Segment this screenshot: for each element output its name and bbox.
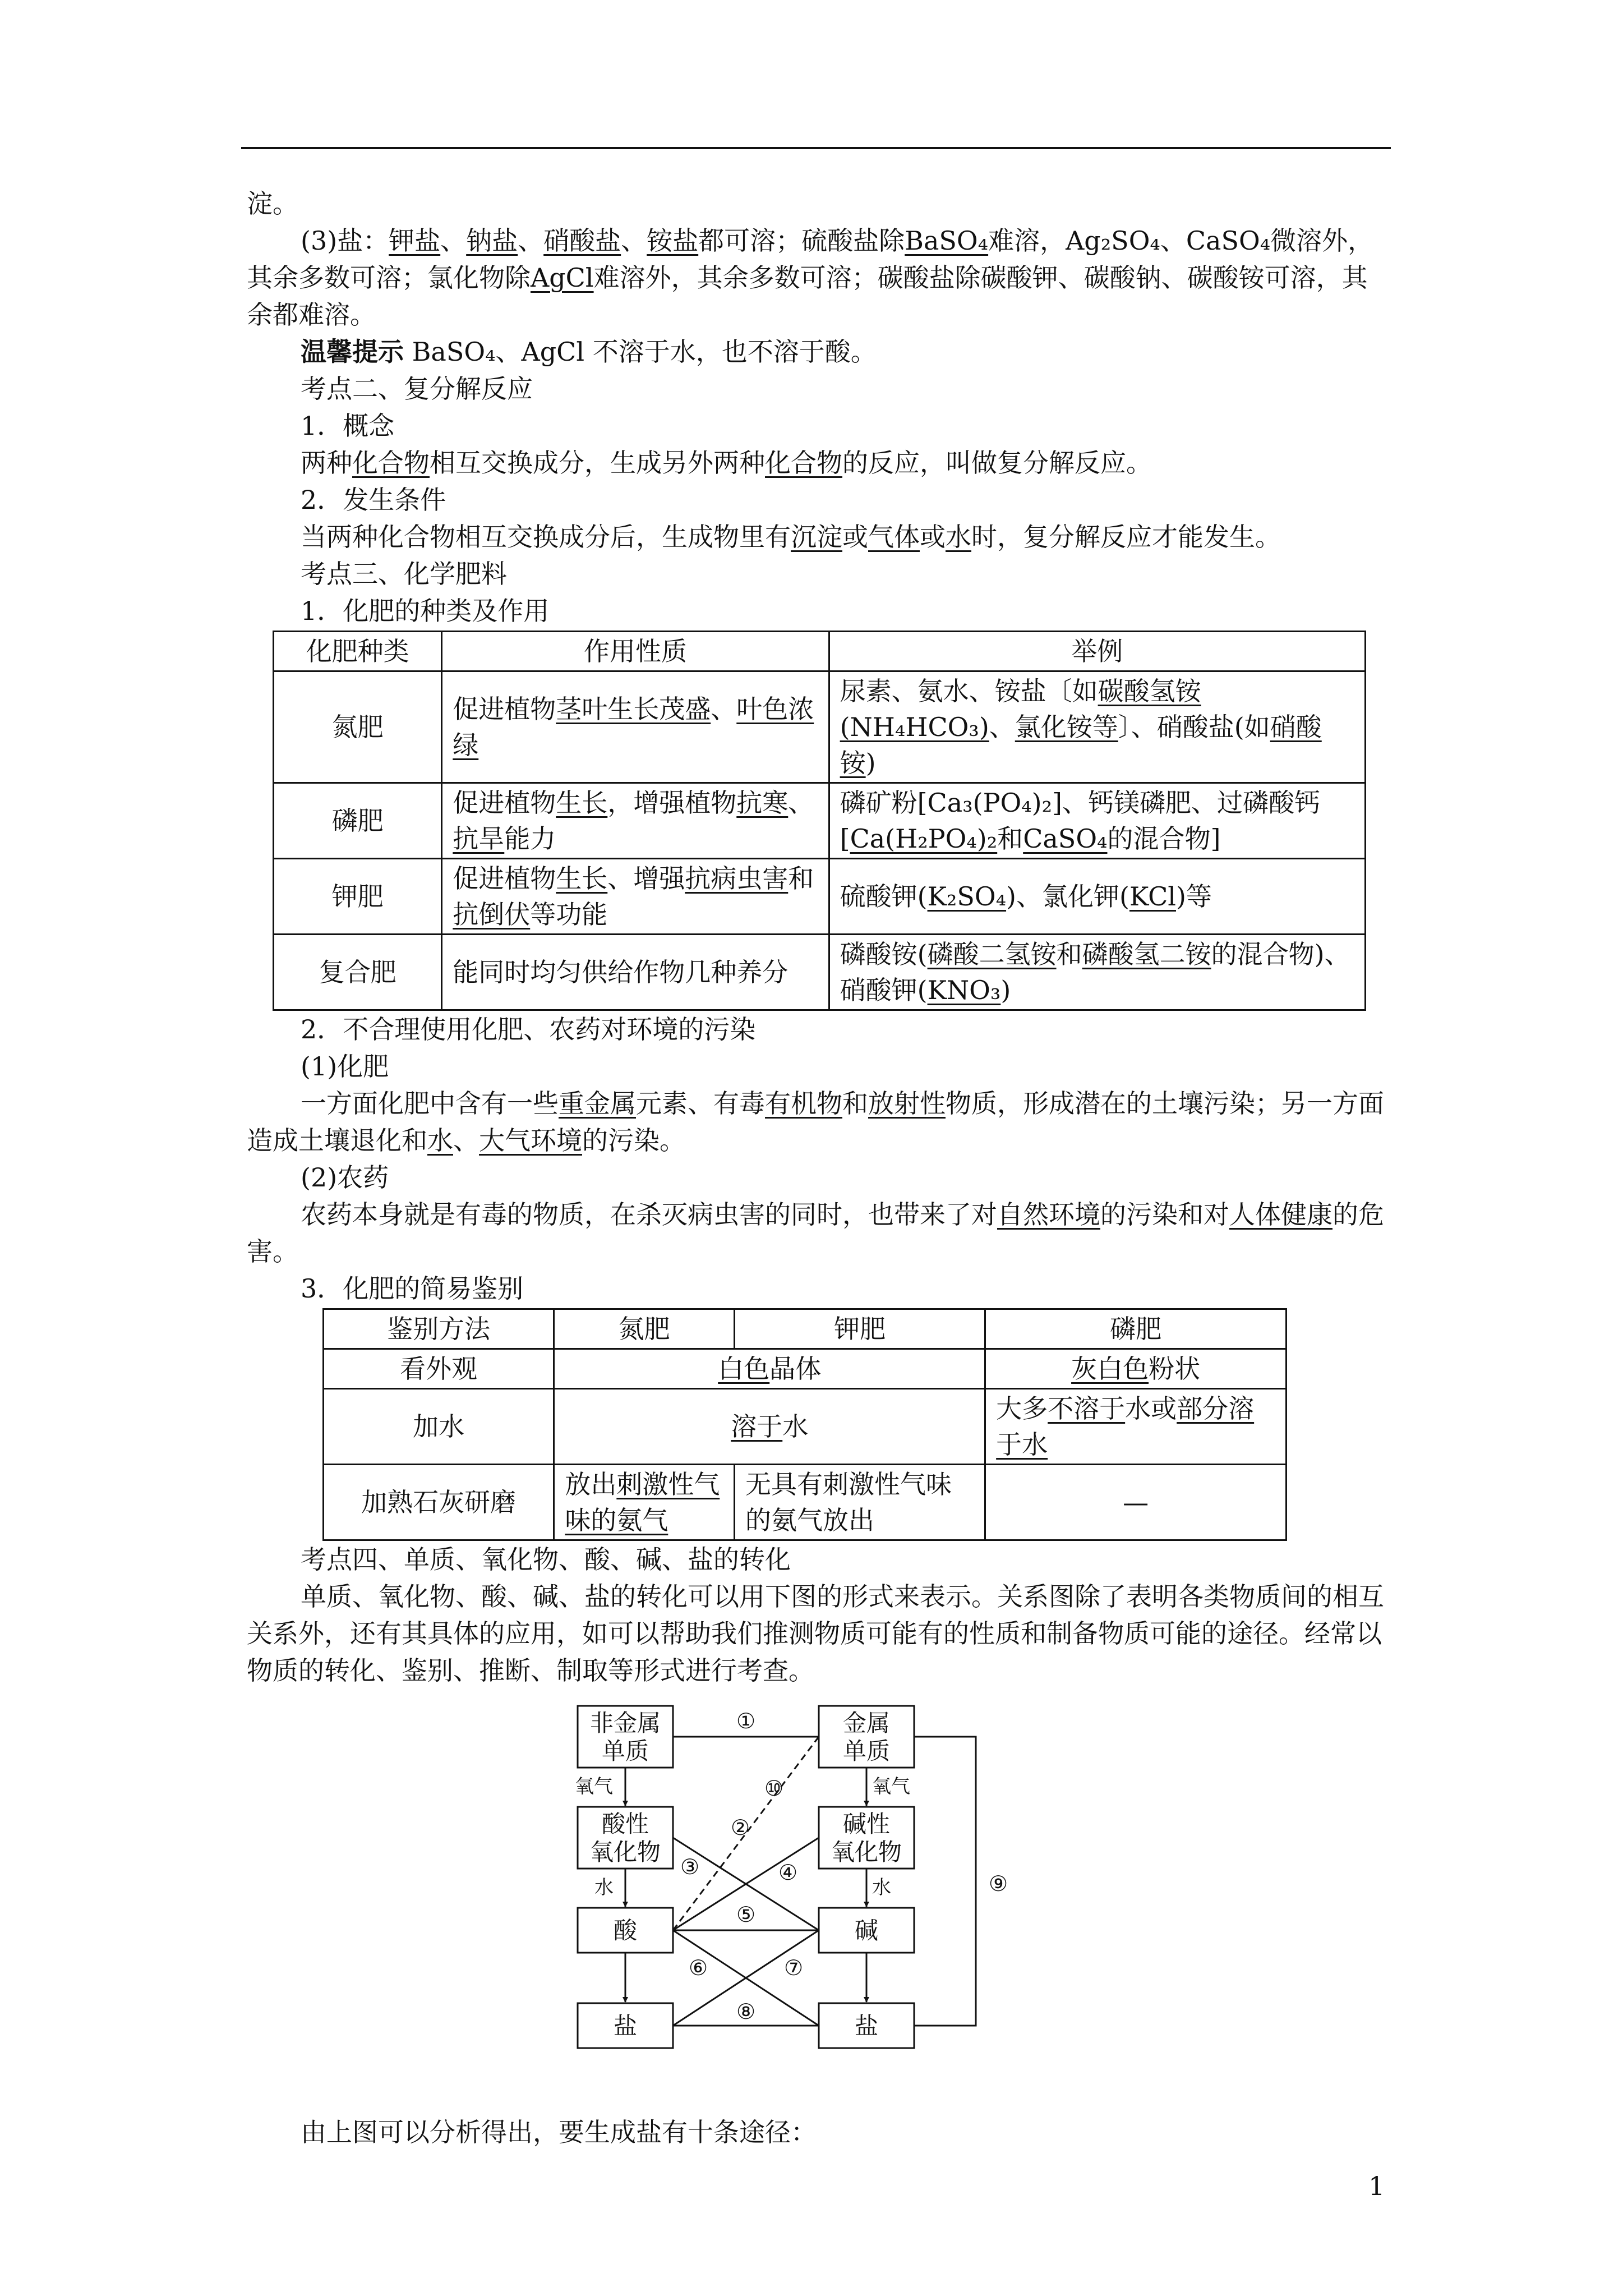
label-metal-1: 金属 [842,1709,891,1737]
page-number: 1 [1368,2171,1385,2201]
subsection-conditions: 2．发生条件 [301,485,446,515]
label-base: 碱 [854,1917,879,1944]
label-acid: 酸 [613,1917,638,1944]
label-base-oxide-2: 氧化物 [831,1838,902,1866]
num-9: ⑨ [988,1871,1008,1896]
label-acid-oxide-1: 酸性 [601,1810,649,1838]
section-title-k4: 考点四、单质、氧化物、酸、碱、盐的转化 [301,1544,791,1575]
label-water-left: 水 [594,1876,614,1899]
label-nonmetal-1: 非金属 [589,1709,661,1737]
section-title-k2: 考点二、复分解反应 [301,374,533,404]
content [247,185,1385,2151]
table-row: 加水 溶于水 大多不溶于水或部分溶于水 [324,1389,1287,1465]
table-row: 磷肥 促进植物生长，增强植物抗寒、抗旱能力 磷矿粉[Ca₃(PO₄)₂]、钙镁磷肥、过磷酸钙[Ca(H₂PO₄)₂和CaSO₄的混合物] [274,783,1366,859]
salt-solubility-paragraph: (3)盐：钾盐、钠盐、硝酸盐、铵盐都可溶；硫酸盐除BaSO₄难溶，Ag₂SO₄、CaSO₄微溶外，其余多数可溶；氯化物除AgCl难溶外，其余多数可溶；碳酸盐除碳酸钾、碳酸钠、碳酸铵可溶，其余都难溶。 [247,226,1374,330]
subsection-fertilizer: (1)化肥 [301,1051,389,1082]
continued-line: 淀。 [247,188,298,219]
table-row: 氮肥 促进植物茎叶生长茂盛、叶色浓绿 尿素、氨水、铵盐〔如碳酸氢铵(NH₄HCO₃)、氯化铵等〕、硝酸盐(如硝酸铵) [274,671,1366,783]
label-acid-oxide-2: 氧化物 [589,1838,661,1866]
num-4: ④ [778,1860,798,1885]
num-6: ⑥ [688,1955,708,1980]
table-row: 看外观 白色晶体 灰白色粉状 [324,1349,1287,1389]
subsection-concept: 1．概念 [301,411,395,441]
subsection-pesticide: (2)农药 [301,1162,389,1193]
num-10: ⑩ [764,1776,784,1801]
subsection-pollution: 2．不合理使用化肥、农药对环境的污染 [301,1014,756,1045]
line-9 [914,1737,976,2026]
num-8: ⑧ [736,1999,756,2024]
identification-table [322,1308,1287,1541]
label-oxygen-left: 氧气 [575,1775,613,1798]
num-5: ⑤ [736,1902,756,1927]
label-salt-left: 盐 [613,2012,638,2040]
section-title-k3: 考点三、化学肥料 [301,559,507,589]
conversion-diagram [572,1700,1077,2104]
table-row: 钾肥 促进植物生长、增强抗病虫害和抗倒伏等功能 硫酸钾(K₂SO₄)、氯化钾(KCl)等 [274,859,1366,935]
conversion-paragraph: 单质、氧化物、酸、碱、盐的转化可以用下图的形式来表示。关系图除了表明各类物质间的相互关系外，还有其具体的应用，如可以帮助我们推测物质可能有的性质和制备物质可能的途径。经常以物质的转化、鉴别、推断、制取等形式进行考查。 [247,1581,1384,1686]
num-2: ② [730,1815,750,1840]
table-row: 加熟石灰研磨 放出刺激性气味的氨气 无具有刺激性气味的氨气放出 — [324,1465,1287,1540]
tip-label: 温馨提示 [301,337,404,367]
table-header-row: 鉴别方法 氮肥 钾肥 磷肥 [324,1309,1287,1349]
ten-ways-paragraph: 由上图可以分析得出，要生成盐有十条途径： [301,2117,817,2147]
label-water-right: 水 [872,1876,891,1899]
label-salt-right: 盐 [854,2012,879,2040]
label-base-oxide-1: 碱性 [842,1810,891,1838]
concept-paragraph: 两种化合物相互交换成分，生成另外两种化合物的反应，叫做复分解反应。 [301,448,1152,478]
num-7: ⑦ [783,1955,804,1980]
subsection-fertilizer-types: 1．化肥的种类及作用 [301,596,550,626]
table-header-row: 化肥种类 作用性质 举例 [274,632,1366,671]
num-1: ① [736,1709,756,1733]
fertilizer-table [273,631,1366,1011]
table-row: 复合肥 能同时均匀供给作物几种养分 磷酸铵(磷酸二氢铵和磷酸氢二铵的混合物)、硝酸钾(KNO₃) [274,935,1366,1010]
header-rule [241,147,1391,149]
label-metal-2: 单质 [842,1737,891,1765]
subsection-identification: 3．化肥的简易鉴别 [301,1273,524,1304]
tip-paragraph: 温馨提示 BaSO₄、AgCl 不溶于水，也不溶于酸。 [301,337,877,367]
label-oxygen-right: 氧气 [872,1775,910,1798]
pesticide-paragraph: 农药本身就是有毒的物质，在杀灭病虫害的同时，也带来了对自然环境的污染和对人体健康的危害。 [247,1199,1384,1267]
label-nonmetal-2: 单质 [601,1737,649,1765]
fertilizer-pollution-paragraph: 一方面化肥中含有一些重金属元素、有毒有机物和放射性物质，形成潜在的土壤污染；另一方面造成土壤退化和水、大气环境的污染。 [247,1088,1384,1156]
conditions-paragraph: 当两种化合物相互交换成分后，生成物里有沉淀或气体或水时，复分解反应才能发生。 [301,522,1281,552]
num-3: ③ [680,1855,700,1879]
